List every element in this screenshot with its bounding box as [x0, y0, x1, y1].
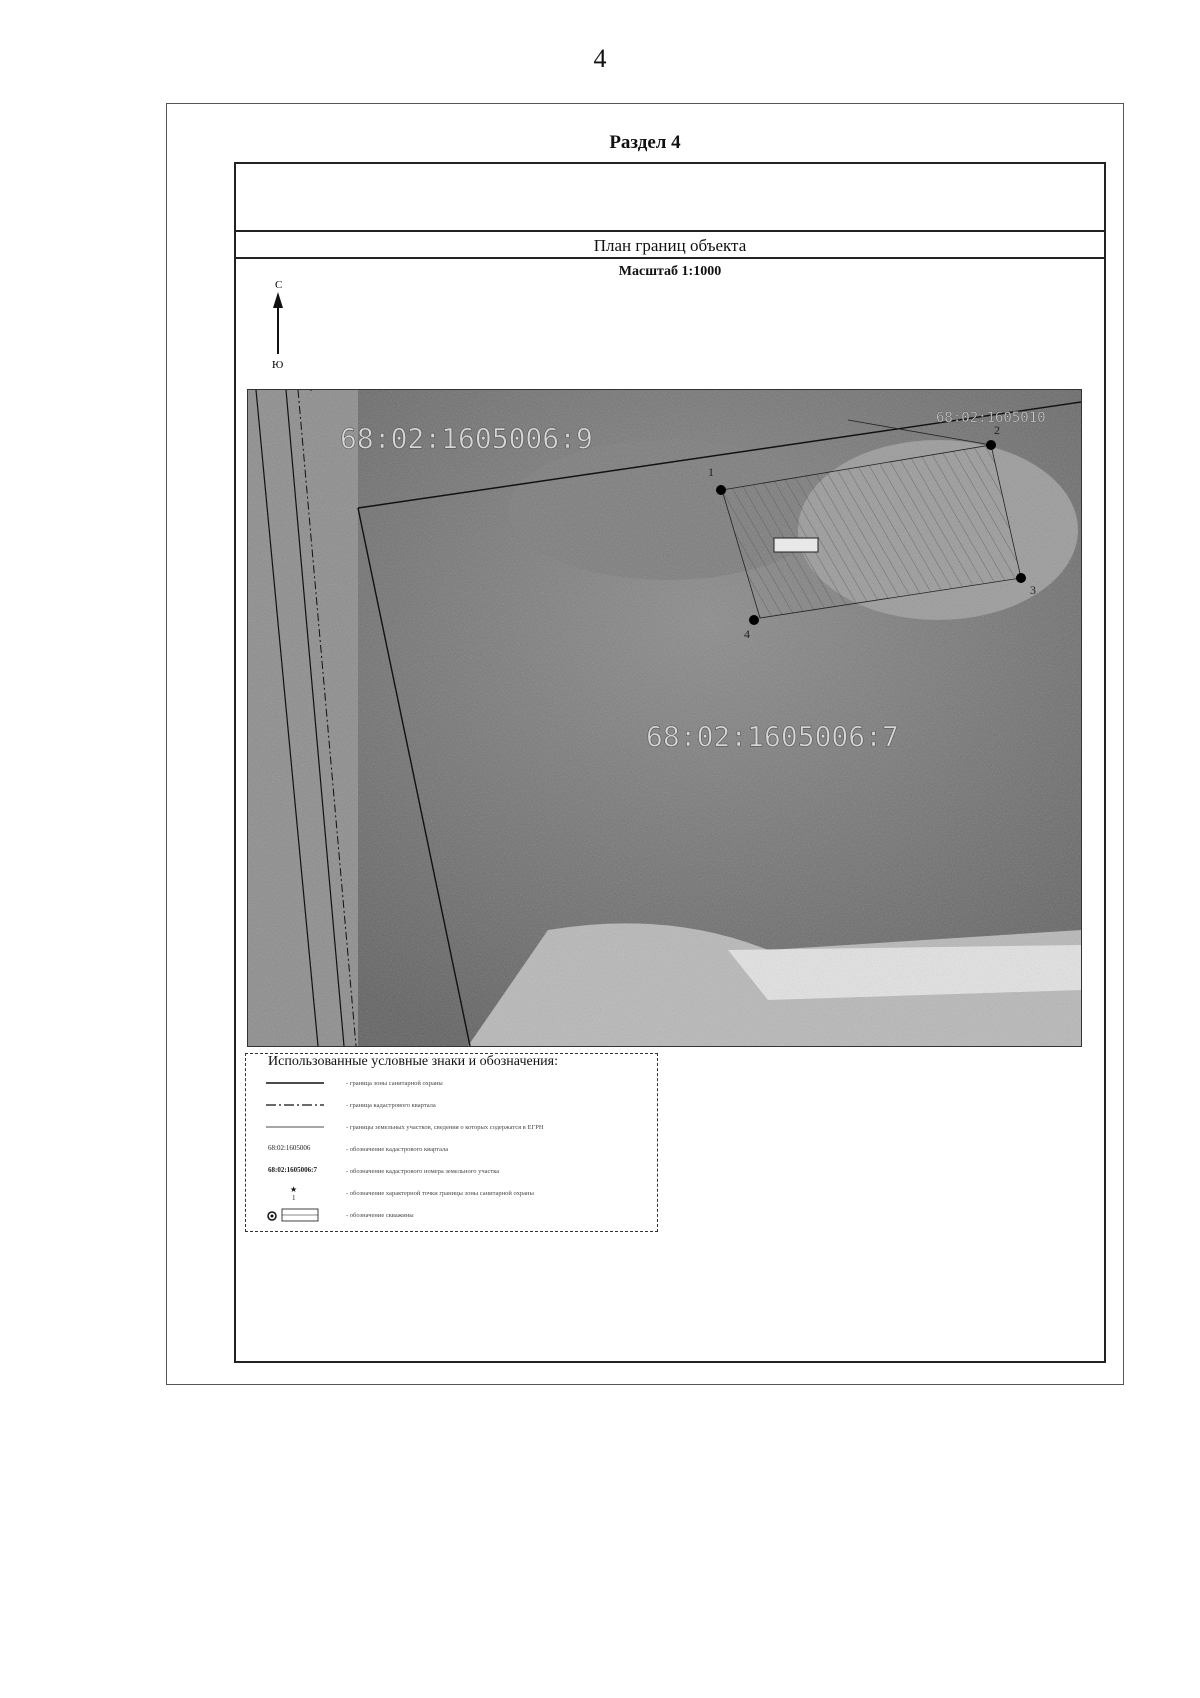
legend-item [252, 1074, 652, 1094]
cadastral-quarter-label: 68:02:1605010 [936, 410, 1046, 426]
dash-dot-line-icon [252, 1096, 330, 1114]
svg-text:★: ★ [290, 1185, 298, 1194]
legend-item [252, 1184, 652, 1204]
map-legend [245, 1053, 658, 1232]
plan-title: План границ объекта [236, 236, 1104, 259]
solid-line-icon [252, 1074, 330, 1092]
legend-description: - граница зоны санитарной охраны [346, 1080, 443, 1087]
legend-description: - границы земельных участков, сведения о которых содержатся в ЕГРН [346, 1124, 544, 1131]
map-scale: Масштаб 1:1000 [618, 264, 722, 279]
cadastral-number-label: 68:02:1605006:7 [646, 720, 899, 753]
legend-description: - граница кадастрового квартала [346, 1102, 436, 1109]
legend-description: - обозначение кадастрового квартала [346, 1146, 449, 1153]
cadastral-number-label: 68:02:1605006:9 [340, 422, 593, 455]
point-label-2: 2 [994, 423, 1000, 437]
legend-description: - обозначение скважины [346, 1212, 414, 1219]
boundary-point-4 [749, 615, 759, 625]
point-label-3: 3 [1030, 583, 1036, 597]
legend-code: 68:02:1605006:7 [268, 1166, 317, 1174]
compass-south-label: Ю [272, 359, 284, 371]
thin-line-icon [252, 1118, 330, 1136]
section-title: Раздел 4 [609, 132, 681, 153]
point-label-1: 1 [708, 465, 714, 479]
legend-item [252, 1140, 652, 1160]
legend-title: Использованные условные знаки и обозначения: [268, 1054, 559, 1069]
boundary-point-3 [1016, 573, 1026, 583]
page-number: 4 [593, 44, 607, 73]
well-symbol [774, 538, 818, 552]
legend-item [252, 1206, 652, 1226]
legend-code: 1 [292, 1194, 296, 1202]
legend-code: 68:02:1605006 [268, 1144, 311, 1152]
north-arrow-icon [266, 276, 296, 372]
legend-item [252, 1096, 652, 1116]
legend-description: - обозначение кадастрового номера земельного участка [346, 1168, 500, 1175]
cadastral-map [247, 389, 1082, 1047]
map-imagery [248, 390, 1081, 1046]
boundary-point-1 [716, 485, 726, 495]
well-icon [252, 1206, 330, 1224]
compass-north-label: С [275, 279, 283, 291]
boundary-point-2 [986, 440, 996, 450]
point-marker-icon [252, 1184, 330, 1202]
header-box-divider [236, 230, 1104, 232]
point-label-4: 4 [744, 627, 750, 641]
legend-item [252, 1118, 652, 1138]
legend-item [252, 1162, 652, 1182]
legend-description: - обозначение характерной точки границы зоны санитарной охраны [346, 1190, 534, 1197]
